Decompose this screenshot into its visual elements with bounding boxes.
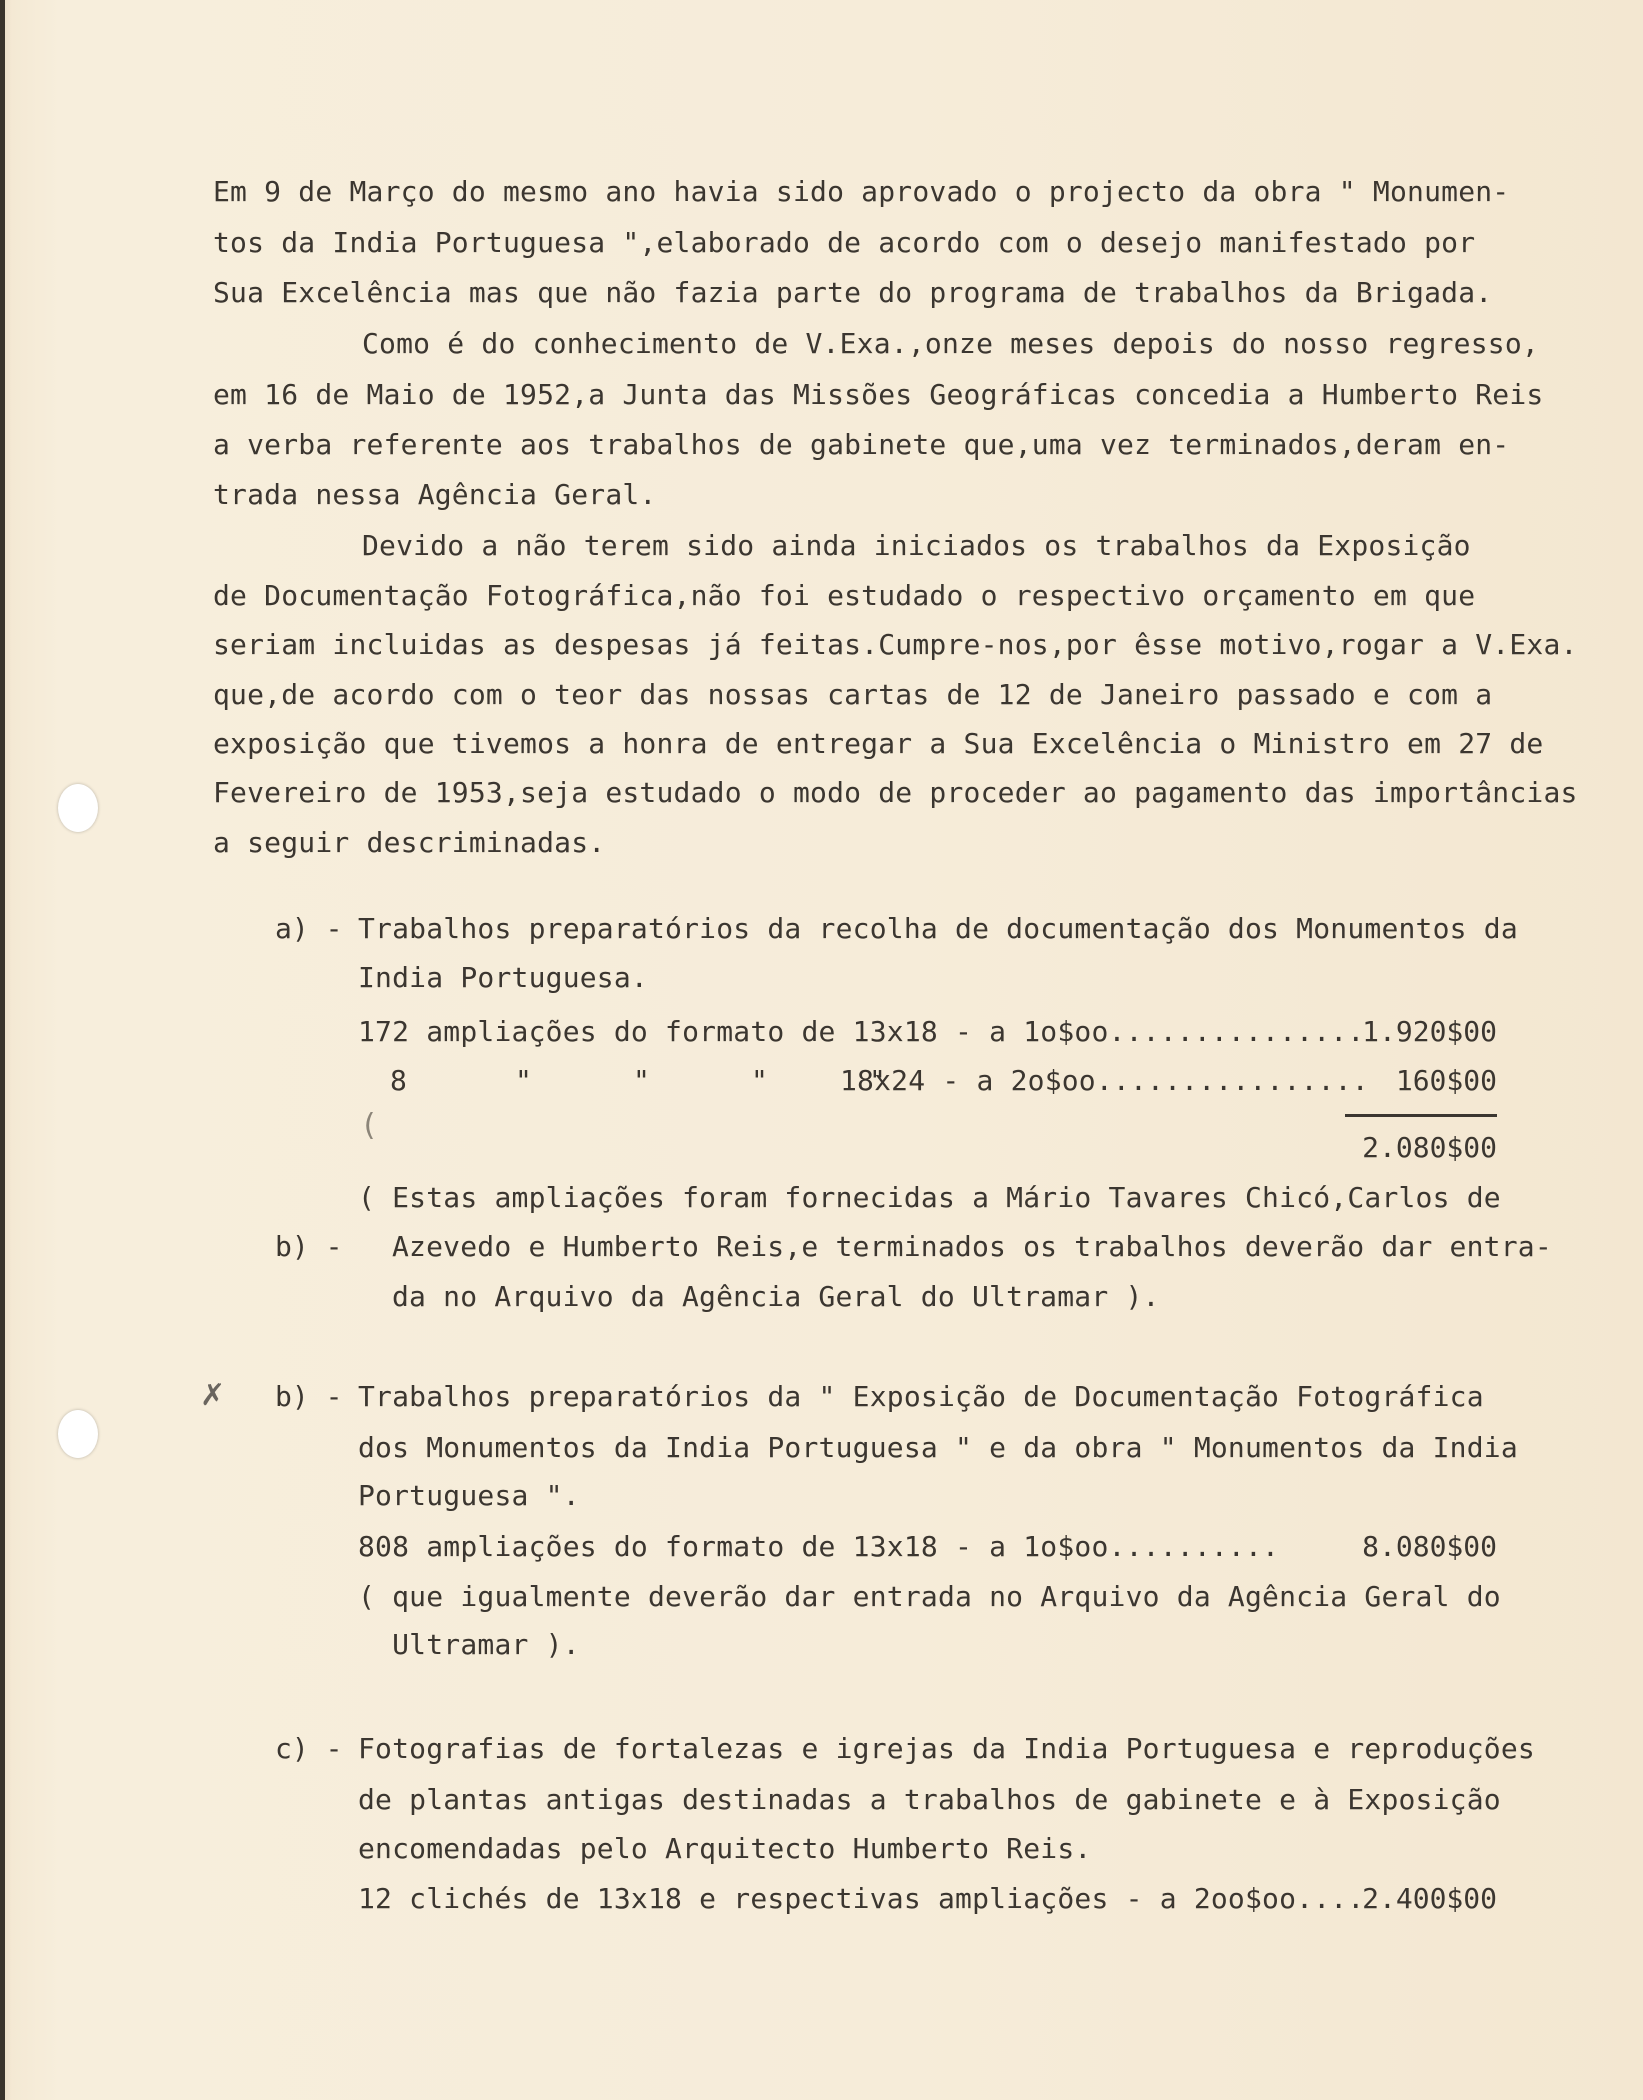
paragraph2-line: a verba referente aos trabalhos de gabinete que,uma vez terminados,deram en- — [213, 428, 1510, 461]
item-b-note-line: Ultramar ). — [358, 1628, 580, 1661]
page-left-edge — [0, 0, 5, 2100]
paragraph3-line: exposição que tivemos a honra de entregar a Sua Excelência o Ministro em 27 de — [213, 727, 1544, 760]
item-a-line1 — [358, 1015, 1364, 1049]
paragraph3-line: de Documentação Fotográfica,não foi estudado o respectivo orçamento em que — [213, 579, 1476, 612]
item-a-title-line: India Portuguesa. — [358, 961, 648, 994]
item-a-line2-amount: 160$00 — [1395, 1064, 1497, 1097]
item-c-line1 — [358, 1882, 1364, 1916]
item-c-title-line: de plantas antigas destinadas a trabalhos de gabinete e à Exposição — [358, 1783, 1501, 1816]
paragraph3-line: seriam incluidas as despesas já feitas.Cumpre-nos,por êsse motivo,rogar a V.Exa. — [213, 628, 1578, 661]
item-b-line1-amount: 8.080$00 — [1362, 1530, 1497, 1563]
item-a-title-line: Trabalhos preparatórios da recolha de documentação dos Monumentos da — [358, 912, 1518, 945]
paragraph1-line: Sua Excelência mas que não fazia parte do programa de trabalhos da Brigada. — [213, 276, 1493, 309]
item-a-line2 — [840, 1064, 1369, 1098]
item-a-label: a) - — [275, 912, 343, 945]
item-b-note-line: ( que igualmente deverão dar entrada no Arquivo da Agência Geral do — [358, 1580, 1501, 1613]
punch-hole-bottom — [58, 1410, 98, 1458]
paragraph3-line: Fevereiro de 1953,seja estudado o modo de proceder ao pagamento das importâncias — [213, 776, 1578, 809]
item-b-line1 — [358, 1530, 1279, 1564]
item-a-line1-text: 172 ampliações do formato de 13x18 - a 1o$oo — [358, 1015, 1109, 1048]
item-c-title-line: Fotografias de fortalezas e igrejas da India Portuguesa e reproduções — [358, 1732, 1535, 1765]
item-b-title-line: Trabalhos preparatórios da " Exposição de Documentação Fotográfica — [358, 1380, 1484, 1413]
item-a-note-line: da no Arquivo da Agência Geral do Ultramar ). — [392, 1280, 1160, 1313]
item-a-line1-leader: ............... — [1108, 1015, 1365, 1048]
item-a-total-rule — [1345, 1114, 1497, 1117]
item-a-line2-qty: 8 — [390, 1064, 407, 1097]
item-b-line1-text: 808 ampliações do formato de 13x18 - a 1o$oo — [358, 1530, 1109, 1563]
paragraph2-line: Como é do conhecimento de V.Exa.,onze meses depois do nosso regresso, — [362, 327, 1539, 360]
item-a-line2-ditto: " " " " — [515, 1064, 886, 1097]
paragraph3-line: que,de acordo com o teor das nossas cartas de 12 de Janeiro passado e com a — [213, 678, 1493, 711]
item-b-title-line: dos Monumentos da India Portuguesa " e da obra " Monumentos da India — [358, 1431, 1518, 1464]
paragraph2-line: trada nessa Agência Geral. — [213, 478, 657, 511]
margin-check-mark: ✗ — [200, 1378, 226, 1413]
item-c-label: c) - — [275, 1732, 343, 1765]
item-a-line1-amount: 1.920$00 — [1362, 1015, 1497, 1048]
item-b-line1-leader: .......... — [1108, 1530, 1280, 1563]
paragraph3-line: a seguir descriminadas. — [213, 826, 606, 859]
item-c-line1-leader: .... — [1296, 1882, 1365, 1915]
item-b-label: b) - — [275, 1380, 343, 1413]
punch-hole-top — [58, 784, 98, 832]
item-a-note-open: ( Estas ampliações foram fornecidas a Mário Tavares Chicó,Carlos de — [358, 1181, 1501, 1214]
item-a-total: 2.080$00 — [1362, 1131, 1497, 1164]
paragraph1-line: tos da India Portuguesa ",elaborado de acordo com o desejo manifestado por — [213, 226, 1476, 259]
item-a-crossed-label: b) - — [275, 1230, 343, 1263]
item-b-title-line: Portuguesa ". — [358, 1479, 580, 1512]
item-c-title-line: encomendadas pelo Arquitecto Humberto Reis. — [358, 1832, 1092, 1865]
item-c-line1-amount: 2.400$00 — [1362, 1882, 1497, 1915]
item-a-stray-mark: ( — [360, 1108, 379, 1143]
item-c-line1-text: 12 clichés de 13x18 e respectivas ampliações - a 2oo$oo — [358, 1882, 1297, 1915]
paragraph1-line: Em 9 de Março do mesmo ano havia sido aprovado o projecto da obra " Monumen- — [213, 175, 1510, 208]
item-a-line2-text: 18x24 - a 2o$oo — [840, 1064, 1096, 1097]
paragraph2-line: em 16 de Maio de 1952,a Junta das Missões Geográficas concedia a Humberto Reis — [213, 378, 1544, 411]
paragraph3-line: Devido a não terem sido ainda iniciados os trabalhos da Exposição — [362, 529, 1471, 562]
item-a-line2-leader: ................ — [1095, 1064, 1369, 1097]
item-a-note-line: Azevedo e Humberto Reis,e terminados os trabalhos deverão dar entra- — [392, 1230, 1552, 1263]
